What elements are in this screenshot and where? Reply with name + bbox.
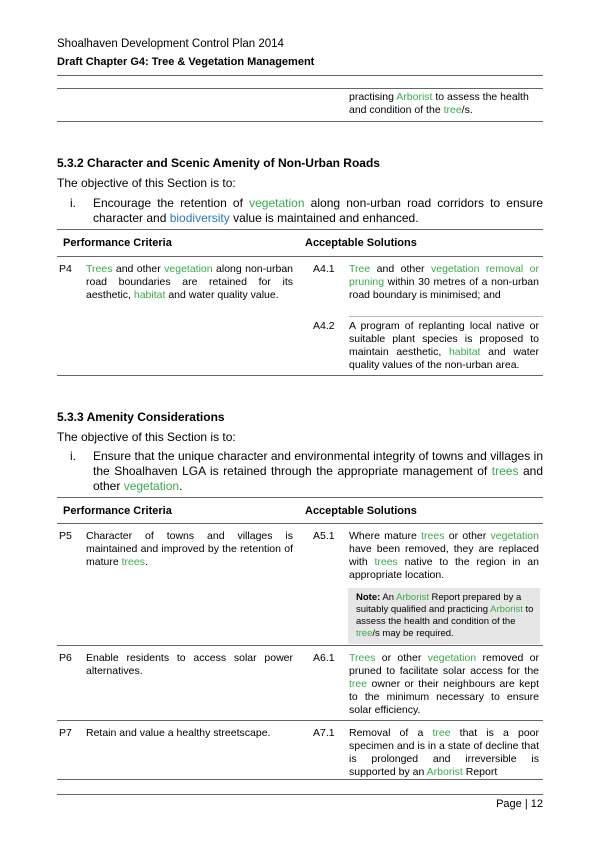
criteria-code: P7: [59, 727, 72, 739]
vegetation-link[interactable]: vegetation: [427, 652, 477, 664]
solution-code: A7.1: [313, 727, 335, 739]
habitat-link[interactable]: habitat: [448, 346, 481, 358]
carryover-text: practising: [349, 91, 397, 103]
arborist-link[interactable]: Arborist: [396, 592, 429, 603]
trees-link[interactable]: Trees: [86, 263, 113, 275]
objective-text: Encourage the retention of vegetation along non-urban road corridors to ensure character and biodiversity value is maintained and enhanced.: [93, 196, 543, 225]
table-header-rule: [57, 523, 543, 524]
criteria-text: Trees and other vegetation along non-urban road boundaries are retained for its aesthetic, habitat and water quality value.: [86, 263, 293, 301]
header-divider: [57, 75, 543, 76]
carryover-cell: [349, 91, 543, 117]
solution-code: A5.1: [313, 530, 335, 542]
trees-link[interactable]: Trees: [349, 652, 376, 664]
carryover-bottom-rule: [57, 121, 543, 122]
tree-link[interactable]: tree: [443, 104, 462, 116]
solution-text: Removal of a tree that is a poor specimen and is in a state of decline that is prolonged and irreversible is supported by an Arborist Report: [349, 727, 539, 778]
objective-intro: The objective of this Section is to:: [57, 176, 236, 190]
solution-text: Trees or other vegetation removed or pruned to facilitate solar access for the tree owner or their neighbours are kept to the minimum necessary to ensure solar efficiency.: [349, 652, 539, 716]
criteria-code: P4: [59, 263, 72, 275]
table-bottom-rule: [57, 375, 543, 376]
criteria-code: P6: [59, 652, 72, 664]
vegetation-link[interactable]: vegetation: [249, 196, 305, 210]
tree-link[interactable]: tree: [356, 628, 373, 639]
objective-intro: The objective of this Section is to:: [57, 430, 236, 444]
solution-text: Tree and other vegetation removal or pruning within 30 metres of a non-urban road boundary is minimised; and: [349, 263, 539, 301]
table-header-solutions: Acceptable Solutions: [305, 505, 417, 517]
trees-link[interactable]: trees: [121, 556, 145, 568]
solution-code: A6.1: [313, 652, 335, 664]
criteria-text: Enable residents to access solar power alternatives.: [86, 652, 293, 677]
trees-link[interactable]: trees: [374, 556, 398, 568]
table-header-performance: Performance Criteria: [63, 505, 172, 517]
table-header-solutions: Acceptable Solutions: [305, 237, 417, 249]
list-number: i.: [70, 449, 76, 463]
note-box: Note: An Arborist Report prepared by a suitably qualified and practicing Arborist to assess the health and condition of the tree/s may be required.: [348, 588, 540, 644]
section-heading-532: 5.3.2 Character and Scenic Amenity of Non-Urban Roads: [57, 156, 380, 170]
row-divider: [57, 645, 543, 646]
table-top-rule: [57, 229, 543, 230]
vegetation-link[interactable]: vegetation: [164, 263, 213, 275]
tree-link[interactable]: Tree: [349, 263, 371, 275]
footer-divider: [57, 794, 543, 795]
list-number: i.: [70, 196, 76, 210]
solution-text: A program of replanting local native or suitable plant species is proposed to maintain aesthetic, habitat and water quality values of the non-urban area.: [349, 320, 539, 371]
cell-divider: [349, 316, 543, 317]
biodiversity-link[interactable]: biodiversity: [169, 211, 230, 225]
tree-link[interactable]: tree: [432, 727, 451, 739]
habitat-link[interactable]: habitat: [133, 289, 166, 301]
table-bottom-rule: [57, 779, 543, 780]
table-header-rule: [57, 256, 543, 257]
criteria-text: Retain and value a healthy streetscape.: [86, 727, 271, 739]
row-divider: [57, 720, 543, 721]
criteria-text: Character of towns and villages is maintained and improved by the retention of mature trees.: [86, 530, 293, 568]
vegetation-removal-link[interactable]: vegetation removal or pruning: [349, 263, 539, 288]
carryover-text: to assess the health and condition of the: [349, 91, 529, 116]
vegetation-link[interactable]: vegetation: [490, 530, 539, 542]
chapter-title: Draft Chapter G4: Tree & Vegetation Management: [57, 56, 315, 68]
solution-code: A4.2: [313, 320, 335, 332]
objective-text: Ensure that the unique character and environmental integrity of towns and villages in the Shoalhaven LGA is retained through the appropriate management of trees and other vegetation.: [93, 449, 543, 493]
vegetation-link[interactable]: vegetation: [123, 479, 180, 493]
document-title: Shoalhaven Development Control Plan 2014: [57, 38, 284, 50]
solution-text: Where mature trees or other vegetation have been removed, they are replaced with trees native to the region in an appropriate location.: [349, 530, 539, 581]
arborist-link[interactable]: Arborist: [490, 604, 523, 615]
arborist-link[interactable]: Arborist: [426, 766, 463, 778]
carryover-top-rule: [57, 88, 543, 89]
tree-link[interactable]: tree: [349, 678, 368, 690]
page-number: Page | 12: [496, 798, 543, 810]
carryover-text: /s.: [461, 104, 473, 116]
table-top-rule: [57, 497, 543, 498]
trees-link[interactable]: trees: [421, 530, 445, 542]
table-header-performance: Performance Criteria: [63, 237, 172, 249]
solution-code: A4.1: [313, 263, 335, 275]
arborist-link[interactable]: Arborist: [396, 91, 433, 103]
trees-link[interactable]: trees: [491, 464, 519, 478]
section-heading-533: 5.3.3 Amenity Considerations: [57, 410, 225, 424]
criteria-code: P5: [59, 530, 72, 542]
